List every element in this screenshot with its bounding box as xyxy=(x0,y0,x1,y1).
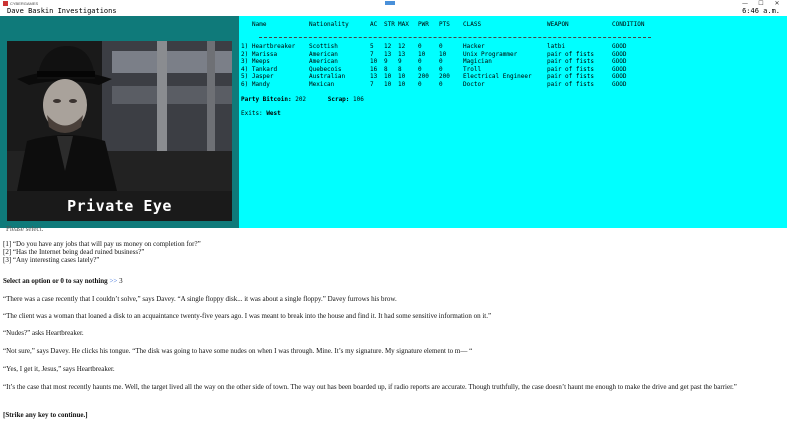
member-class: Unix Programmer xyxy=(463,50,518,58)
maximize-button[interactable]: ☐ xyxy=(758,0,764,7)
col-header-str: STR xyxy=(384,21,395,28)
col-header-weapon: WEAPON xyxy=(547,21,569,28)
member-class: Magician xyxy=(463,58,492,65)
taskbar-indicator xyxy=(385,1,395,5)
portrait-panel xyxy=(0,16,239,228)
member-max: 8 xyxy=(398,65,402,73)
member-nationality: American xyxy=(309,50,338,58)
member-nationality: Quebecois xyxy=(309,65,342,73)
location-title: Dave Baskin Investigations xyxy=(7,7,117,15)
close-button[interactable]: ✕ xyxy=(774,0,780,7)
member-class: Electrical Engineer xyxy=(463,73,532,80)
member-pwr: 0 xyxy=(418,80,422,88)
option-prompt xyxy=(3,277,123,285)
prompt-text: Select an option or 0 to say nothing xyxy=(3,277,108,285)
game-header xyxy=(0,7,787,16)
bitcoin-value: 202 xyxy=(295,96,307,103)
party-member-row[interactable] xyxy=(239,73,787,81)
member-name: 4) Tankard xyxy=(241,65,278,73)
member-nationality: Mexican xyxy=(309,80,335,88)
exits-label: Exits: xyxy=(241,110,263,117)
member-name: 6) Mandy xyxy=(241,80,270,88)
member-ac: 7 xyxy=(370,80,374,88)
party-member-row[interactable] xyxy=(239,51,787,59)
story-paragraph: “The client was a woman that loaned a disk to an acquaintance twenty-five years ago. I was meant to break into the house and find it. It had some sensitive information on it.” xyxy=(3,312,492,320)
story-paragraph: “It’s the case that most recently haunts me. Well, the target lived all the way on the other side of town. The way out has been boarded up, if radio reports are accurate. Though truthfully, the case doesn’t haunt me enough to make the drive and get past the barrier.” xyxy=(3,383,737,391)
member-nationality: Australian xyxy=(309,73,346,80)
member-str: 12 xyxy=(384,43,392,50)
col-header-condition: CONDITION xyxy=(612,21,645,28)
window-titlebar xyxy=(0,0,787,7)
table-divider xyxy=(259,37,651,38)
col-header-name: Name xyxy=(252,21,267,28)
member-str: 9 xyxy=(384,58,388,65)
member-nationality: American xyxy=(309,58,338,65)
member-str: 8 xyxy=(384,65,388,73)
member-pts: 10 xyxy=(439,50,447,58)
party-resources xyxy=(241,96,364,103)
portrait-caption: Private Eye xyxy=(67,197,172,215)
party-member-row[interactable] xyxy=(239,81,787,89)
member-max: 10 xyxy=(398,80,406,88)
app-name: CYBERGAMES xyxy=(10,1,39,6)
dialogue-option-1[interactable]: [1] “Do you have any jobs that will pay us money on completion for?” xyxy=(3,240,201,248)
scrap-value: 106 xyxy=(353,96,364,103)
col-header-nationality: Nationality xyxy=(309,21,349,28)
member-condition: GOOD xyxy=(612,43,627,50)
col-header-ac: AC xyxy=(370,21,378,28)
npc-portrait xyxy=(7,41,232,221)
exits-line xyxy=(241,110,281,117)
party-table-header xyxy=(239,21,787,29)
app-icon xyxy=(3,1,8,6)
story-paragraph: “Not sure,” says Davey. He clicks his tongue. “The disk was going to have some nudes on when I was through. Mine. It’s my signature. My signature element to m— “ xyxy=(3,347,473,355)
member-class: Troll xyxy=(463,65,482,73)
detective-portrait-image xyxy=(7,41,232,221)
member-max: 13 xyxy=(398,50,406,58)
member-ac: 10 xyxy=(370,58,378,65)
member-name: 5) Jasper xyxy=(241,73,274,80)
minimize-button[interactable]: — xyxy=(742,0,748,7)
col-header-pwr: PWR xyxy=(418,21,429,28)
prompt-answer[interactable]: 3 xyxy=(119,277,123,285)
member-class: Doctor xyxy=(463,80,485,88)
member-pts: 0 xyxy=(439,43,443,50)
member-name: 3) Meeps xyxy=(241,58,270,65)
member-weapon: pair of fists xyxy=(547,80,594,88)
exit-west[interactable]: West xyxy=(266,110,281,117)
member-ac: 5 xyxy=(370,43,374,50)
member-weapon: pair of fists xyxy=(547,73,594,80)
continue-prompt[interactable]: [Strike any key to continue.] xyxy=(3,411,88,419)
party-member-row[interactable] xyxy=(239,66,787,74)
member-weapon: latbi xyxy=(547,43,566,50)
member-max: 9 xyxy=(398,58,402,65)
member-ac: 16 xyxy=(370,65,378,73)
dialogue-option-2[interactable]: [2] “Has the Internet being dead ruined business?” xyxy=(3,248,145,256)
member-pwr: 0 xyxy=(418,43,422,50)
member-max: 10 xyxy=(398,73,406,80)
member-nationality: Scottish xyxy=(309,43,338,50)
window-controls xyxy=(737,0,785,7)
party-panel xyxy=(239,16,787,228)
dialogue-option-3[interactable]: [3] “Any interesting cases lately?” xyxy=(3,256,100,264)
member-pwr: 200 xyxy=(418,73,429,80)
prompt-arrow: >> xyxy=(109,277,118,285)
bitcoin-label: Party Bitcoin: xyxy=(241,96,292,103)
member-ac: 7 xyxy=(370,50,374,58)
member-pts: 0 xyxy=(439,65,443,73)
story-paragraph: “There was a case recently that I couldn’t solve,” says Davey. “A single floppy disk... it was about a single floppy.” Davey furrows his brow. xyxy=(3,295,397,303)
scrap-label: Scrap: xyxy=(327,96,350,103)
party-member-row[interactable] xyxy=(239,43,787,51)
member-str: 10 xyxy=(384,73,392,80)
previous-text-fragment: Please select. xyxy=(6,225,44,233)
member-condition: GOOD xyxy=(612,80,627,88)
member-pwr: 0 xyxy=(418,58,422,65)
member-weapon: pair of fists xyxy=(547,50,594,58)
member-weapon: pair of fists xyxy=(547,58,594,65)
member-max: 12 xyxy=(398,43,406,50)
member-condition: GOOD xyxy=(612,50,627,58)
party-table xyxy=(239,21,787,29)
party-member-row[interactable] xyxy=(239,58,787,66)
member-pts: 0 xyxy=(439,80,443,88)
game-clock: 6:46 a.m. xyxy=(742,7,780,15)
col-header-max: MAX xyxy=(398,21,409,28)
member-str: 10 xyxy=(384,80,392,88)
party-rows xyxy=(239,43,787,88)
member-pwr: 0 xyxy=(418,65,422,73)
member-pwr: 10 xyxy=(418,50,426,58)
member-class: Hacker xyxy=(463,43,485,50)
member-weapon: pair of fists xyxy=(547,65,594,73)
member-pts: 0 xyxy=(439,58,443,65)
member-str: 13 xyxy=(384,50,392,58)
member-condition: GOOD xyxy=(612,73,627,80)
story-paragraph: “Yes, I get it, Jesus,” says Heartbreaker. xyxy=(3,365,115,373)
col-header-class: CLASS xyxy=(463,21,482,28)
member-name: 2) Marissa xyxy=(241,50,278,58)
member-pts: 200 xyxy=(439,73,450,80)
member-ac: 13 xyxy=(370,73,378,80)
member-condition: GOOD xyxy=(612,65,627,73)
member-name: 1) Heartbreaker xyxy=(241,43,296,50)
member-condition: GOOD xyxy=(612,58,627,65)
story-paragraph: “Nudes?” asks Heartbreaker. xyxy=(3,329,84,337)
col-header-pts: PTS xyxy=(439,21,450,28)
